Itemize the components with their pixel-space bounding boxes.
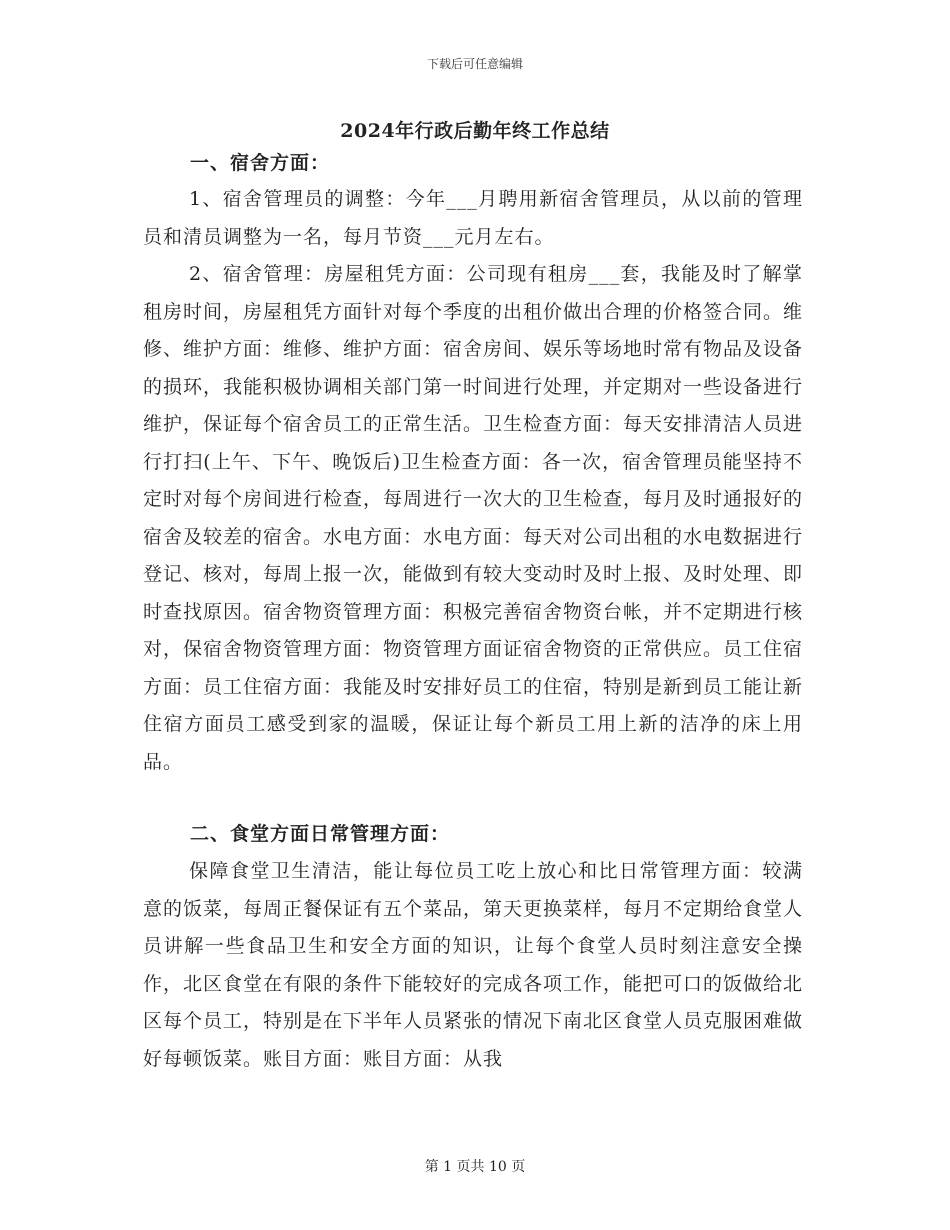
document-title: 2024年行政后勤年终工作总结 — [340, 120, 610, 142]
paragraph-dorm-management: 2、宿舍管理：房屋租凭方面：公司现有租房___套，我能及时了解掌租房时间，房屋租凭方面针对每个季度的出租价做出合理的价格签合同。维修、维护方面：维修、维护方面：宿舍房间、娱乐等场地时常有物品及设备的损环，我能积极协调相关部门第一时间进行处理，并定期对一些设备进行维护，保证每个宿舍员工的正常生活。卫生检查方面：每天安排清洁人员进行打扫(上午、下午、晚饭后)卫生检查方面：各一次，宿舍管理员能坚持不定时对每个房间进行检查，每周进行一次大的卫生检查，每月及时通报好的宿舍及较差的宿舍。水电方面：水电方面：每天对公司出租的水电数据进行登记、核对，每周上报一次，能做到有较大变动时及时上报、及时处理、即时查找原因。宿舍物资管理方面：积极完善宿舍物资台帐，并不定期进行核对，保宿舍物资管理方面：物资管理方面证宿舍物资的正常供应。员工住宿方面：员工住宿方面：我能及时安排好员工的住宿，特别是新到员工能让新住宿方面员工感受到家的温暖，保证让每个新员工用上新的洁净的床上用品。 — [143, 263, 804, 773]
section-heading-dormitory: 一、宿舍方面： — [190, 152, 331, 174]
header-note: 下载后可任意编辑 — [426, 57, 523, 71]
page-footer: 第 1 页共 10 页 — [424, 1159, 526, 1175]
section-heading-canteen: 二、食堂方面日常管理方面： — [190, 823, 451, 845]
paragraph-canteen: 保障食堂卫生清洁，能让每位员工吃上放心和比日常管理方面：较满意的饭菜，每周正餐保证有五个菜品，第天更换菜样，每月不定期给食堂人员讲解一些食品卫生和安全方面的知识，让每个食堂人员时刻注意安全操作，北区食堂在有限的条件下能较好的完成各项工作，能把可口的饭做给北区每个员工，特别是在下半年人员紧张的情况下南北区食堂人员克服困难做好每顿饭菜。账目方面：账目方面：从我 — [143, 860, 804, 1070]
paragraph-dorm-manager: 1、宿舍管理员的调整：今年___月聘用新宿舍管理员，从以前的管理员和清员调整为一名，每月节资___元月左右。 — [143, 188, 803, 248]
